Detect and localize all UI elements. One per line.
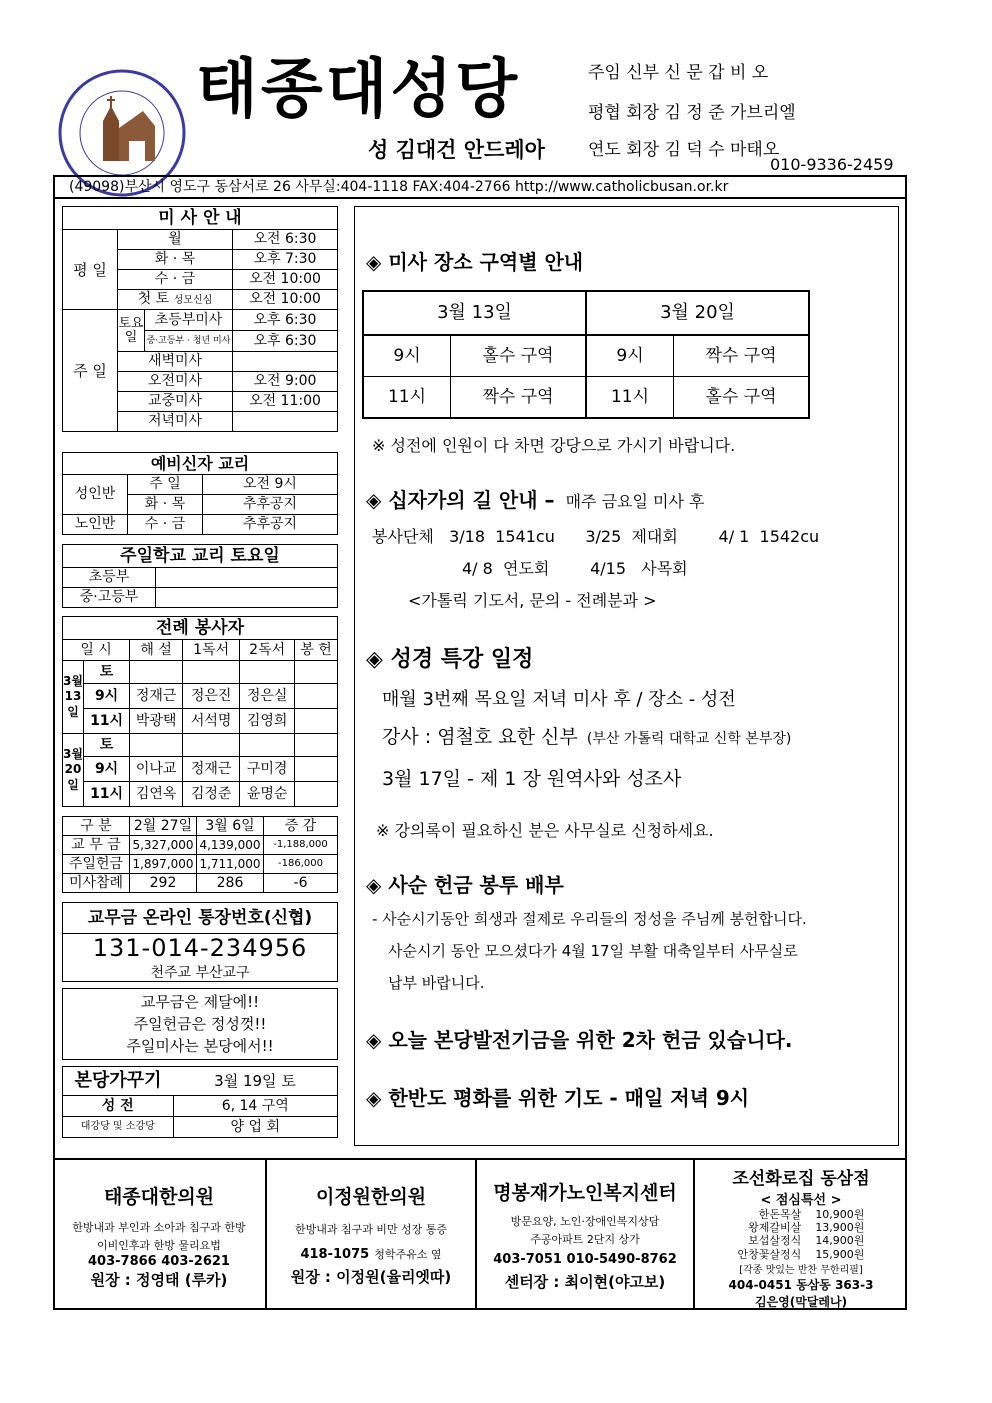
liturgy-name: 정재근 — [130, 684, 183, 709]
liturgy-name: 서석명 — [183, 709, 240, 734]
decor-label: 대강당 및 소강당 — [63, 1117, 174, 1138]
menu-item: 안창꽃살정식 — [737, 1247, 802, 1261]
finance-value: 1,897,000 — [130, 855, 197, 874]
mass-name: 오전미사 — [118, 372, 233, 392]
ad-line: 주공아파트 2단지 상가 — [530, 1232, 640, 1246]
catechumen-title: 예비신자 교리 — [63, 453, 338, 475]
catechumen-table — [62, 452, 338, 535]
mass-time: 오후 7:30 — [233, 250, 338, 270]
ad-head: 김은영(막달레나) — [754, 1294, 848, 1309]
liturgy-time: 11시 — [84, 709, 130, 734]
ad-line: 한방내과 침구과 비만 성장 통증 — [294, 1223, 448, 1236]
ad-name: 조선화로집 동삼점 — [732, 1169, 870, 1189]
decor-value: 6, 14 구역 — [173, 1096, 338, 1117]
col-header: 2독서 — [240, 640, 295, 661]
liturgy-time: 11시 — [84, 782, 130, 807]
sunday-label: 주 일 — [63, 310, 118, 432]
class-day: 주 일 — [128, 475, 203, 495]
zone-time: 11시 — [363, 377, 451, 419]
finance-label: 주일헌금 — [63, 855, 130, 874]
liturgy-name: 김연옥 — [130, 782, 183, 807]
liturgy-time: 9시 — [84, 757, 130, 782]
bible-lecturer-title: (부산 가톨릭 대학교 신학 본부장) — [586, 731, 792, 747]
reminder-box — [62, 988, 338, 1060]
decor-value: 양 업 회 — [173, 1117, 338, 1138]
ad-line: 방문요양, 노인·장애인복지상담 — [510, 1215, 660, 1228]
liturgy-name: 박광택 — [130, 709, 183, 734]
finance-label: 교 무 금 — [63, 836, 130, 855]
liturgy-name: 이나교 — [130, 757, 183, 782]
liturgy-name: 김영희 — [240, 709, 295, 734]
zone-time: 9시 — [586, 335, 674, 377]
zone-date: 3월 13일 — [363, 291, 586, 335]
ad-head: 원장 : 이정원(율리엣따) — [290, 1267, 452, 1286]
mass-name: 교중미사 — [118, 392, 233, 412]
col-header: 2월 27일 — [130, 817, 197, 836]
liturgy-time: 토 — [84, 661, 130, 684]
mass-time — [233, 412, 338, 432]
liturgy-date: 3월13일 — [63, 661, 84, 734]
menu-item: 한돈목살 — [758, 1208, 802, 1221]
zone-date: 3월 20일 — [586, 291, 809, 335]
sunday-school-table — [62, 544, 338, 608]
reminder-line: 주일헌금은 정성껏!! — [133, 1015, 267, 1033]
reminder-line: 주일미사는 본당에서!! — [126, 1037, 274, 1055]
section-lent-title: ◈ 사순 헌금 봉투 배부 — [366, 873, 564, 897]
mass-day: 수 · 금 — [118, 270, 233, 290]
finance-change: -6 — [264, 874, 338, 893]
lent-line3: 납부 바랍니다. — [388, 974, 485, 992]
sunday-school-title: 주일학교 교리 토요일 — [63, 545, 338, 568]
liturgy-name: 정은진 — [183, 684, 240, 709]
decor-title: 본당가꾸기 — [63, 1067, 174, 1096]
finance-table — [62, 816, 338, 893]
class-time: 추후공지 — [203, 495, 338, 515]
mass-time: 오전 6:30 — [233, 230, 338, 250]
mass-name: 중·고등부 · 청년 미사 — [146, 335, 231, 346]
liturgy-date: 3월20일 — [63, 734, 84, 807]
mass-time: 오전 10:00 — [233, 270, 338, 290]
mass-name: 새벽미사 — [118, 352, 233, 372]
zone-time: 9시 — [363, 335, 451, 377]
lent-line2: 사순시기 동안 모으셨다가 4월 17일 부활 대축일부터 사무실로 — [388, 942, 798, 960]
mass-name: 저녁미사 — [118, 412, 233, 432]
finance-value: 286 — [197, 874, 264, 893]
stations-line2: 4/ 8 연도회 4/15 사목회 — [462, 559, 688, 578]
parish-priest: 주임 신부 신 문 갑 비 오 — [588, 63, 769, 83]
stations-line1: 봉사단체 3/18 1541cu 3/25 제대회 4/ 1 1542cu — [372, 527, 820, 546]
col-header: 해 설 — [130, 640, 183, 661]
section-mass-zone-title: ◈ 미사 장소 구역별 안내 — [366, 250, 584, 274]
col-header: 3월 6일 — [197, 817, 264, 836]
liturgy-time: 토 — [84, 734, 130, 757]
class-time: 추후공지 — [203, 515, 338, 535]
section-peace-prayer: ◈ 한반도 평화를 위한 기도 - 매일 저녁 9시 — [366, 1086, 750, 1110]
finance-value: 5,327,000 — [130, 836, 197, 855]
ad-name: 이정원한의원 — [315, 1186, 427, 1208]
mass-day: 첫 토 — [137, 291, 170, 308]
address-bar — [53, 175, 907, 199]
lent-line1: - 사순시기동안 희생과 절제로 우리들의 정성을 주님께 봉헌합니다. — [372, 910, 807, 928]
ad-welfare-center — [477, 1160, 695, 1308]
liturgy-name: 정은실 — [240, 684, 295, 709]
liturgy-name: 정재근 — [183, 757, 240, 782]
mass-time: 오후 6:30 — [233, 310, 338, 331]
reminder-line: 교무금은 제달에!! — [140, 993, 260, 1011]
finance-label: 미사참례 — [63, 874, 130, 893]
zone-group: 홀수 구역 — [674, 377, 810, 419]
bank-holder: 천주교 부산교구 — [150, 965, 250, 981]
ad-head: 센터장 : 최이현(야고보) — [504, 1273, 666, 1292]
col-header: 1독서 — [183, 640, 240, 661]
bank-title: 교무금 온라인 통장번호(신협) — [63, 903, 337, 934]
ad-name: 명봉재가노인복지센터 — [493, 1182, 677, 1204]
bank-box — [62, 902, 338, 982]
zone-group: 짝수 구역 — [451, 377, 587, 419]
church-title: 태종대성당 — [196, 53, 521, 127]
address-text: (49098)부산시 영도구 동삼서로 26 사무실:404-1118 FAX:404-2766 http://www.catholicbusan.or.kr — [69, 179, 729, 195]
liturgy-name: 김정준 — [183, 782, 240, 807]
bible-line3: 3월 17일 - 제 1 장 원역사와 성조사 — [382, 768, 682, 790]
section-stations-title: ◈ 십자가의 길 안내 – — [366, 488, 555, 512]
saturday-label: 토요일 — [118, 310, 145, 351]
menu-price: 14,900원 — [815, 1234, 865, 1248]
ad-phone: 403-7051 010-5490-8762 — [493, 1252, 677, 1268]
ad-phone: 418-1075 — [300, 1246, 370, 1262]
zone-time: 11시 — [586, 377, 674, 419]
ad-note: [각종 맛있는 반찬 무한리필] — [739, 1264, 863, 1276]
ad-restaurant — [695, 1160, 907, 1308]
class-adult: 성인반 — [63, 475, 128, 515]
class-senior: 노인반 — [63, 515, 128, 535]
mass-day: 화 · 목 — [118, 250, 233, 270]
liturgy-name: 윤명순 — [240, 782, 295, 807]
section-second-collection: ◈ 오늘 본당발전기금을 위한 2차 헌금 있습니다. — [366, 1028, 793, 1052]
mass-time — [233, 352, 338, 372]
prayer-president-phone: 010-9336-2459 — [770, 155, 894, 174]
menu-price: 13,900원 — [815, 1221, 865, 1235]
mass-time: 오전 10:00 — [233, 290, 338, 310]
mass-note: 성모신심 — [173, 295, 213, 307]
class-time: 오전 9시 — [203, 475, 338, 495]
ad-sub: < 점심특선 > — [760, 1193, 842, 1208]
finance-change: -1,188,000 — [264, 836, 338, 855]
zone-note: ※ 성전에 인원이 다 차면 강당으로 가시기 바랍니다. — [372, 436, 736, 455]
bank-account: 131-014-234956 — [92, 934, 308, 962]
patron-saint: 성 김대건 안드레아 — [368, 138, 545, 162]
class-day: 화 · 목 — [128, 495, 203, 515]
ad-phone: 404-0451 동삼동 363-3 — [728, 1277, 874, 1292]
col-header: 일 시 — [63, 640, 130, 661]
menu-item: 보섭살정식 — [748, 1234, 802, 1248]
mass-time: 오전 11:00 — [233, 392, 338, 412]
ad-name: 태종대한의원 — [103, 1186, 215, 1208]
ad-head: 원장 : 정영태 (루카) — [90, 1271, 228, 1290]
council-president: 평협 회장 김 정 준 가브리엘 — [588, 103, 796, 123]
finance-change: -186,000 — [264, 855, 338, 874]
zone-table — [362, 290, 810, 419]
prayer-president: 연도 회장 김 덕 수 마태오 — [588, 140, 780, 160]
liturgy-name: 구미경 — [240, 757, 295, 782]
liturgy-title: 전례 봉사자 — [63, 617, 338, 640]
liturgy-time: 9시 — [84, 684, 130, 709]
mass-time: 오후 6:30 — [233, 331, 338, 352]
bible-line1: 매월 3번째 목요일 저녁 미사 후 / 장소 - 성전 — [382, 689, 736, 710]
ad-clinic-2 — [267, 1160, 477, 1308]
mass-schedule-table — [62, 206, 338, 432]
ad-phone-note: 청학주유소 옆 — [374, 1247, 442, 1261]
decor-label: 성 전 — [63, 1096, 174, 1117]
zone-group: 홀수 구역 — [451, 335, 587, 377]
ad-clinic-1 — [53, 1160, 267, 1308]
school-grade: 초등부 — [63, 568, 156, 588]
weekday-label: 평 일 — [63, 230, 118, 310]
menu-item: 왕제갈비살 — [748, 1221, 802, 1235]
ad-line: 한방내과 부인과 소아과 침구과 한방 — [72, 1221, 246, 1234]
finance-value: 4,139,000 — [197, 836, 264, 855]
menu-price: 15,900원 — [815, 1247, 865, 1261]
menu-price: 10,900원 — [815, 1208, 865, 1221]
decor-date: 3월 19일 토 — [173, 1067, 338, 1096]
bible-note: ※ 강의록이 필요하신 분은 사무실로 신청하세요. — [376, 821, 714, 840]
stations-line3: <가톨릭 기도서, 문의 - 전례분과 > — [408, 591, 657, 610]
class-day: 수 · 금 — [128, 515, 203, 535]
ad-line: 이비인후과 한방 물리요법 — [97, 1238, 221, 1252]
section-stations-sub: 매주 금요일 미사 후 — [565, 492, 705, 511]
liturgy-table — [62, 616, 338, 807]
mass-time: 오전 9:00 — [233, 372, 338, 392]
finance-value: 1,711,000 — [197, 855, 264, 874]
decor-table — [62, 1066, 338, 1138]
school-grade: 중·고등부 — [63, 588, 156, 608]
mass-day: 월 — [118, 230, 233, 250]
zone-group: 짝수 구역 — [674, 335, 810, 377]
section-bible-title: ◈ 성경 특강 일정 — [366, 647, 534, 672]
col-header: 구 분 — [63, 817, 130, 836]
ad-phone: 403-7866 403-2621 — [88, 1254, 230, 1270]
col-header: 증 감 — [264, 817, 338, 836]
bible-lecturer: 강사 : 염철호 요한 신부 — [382, 726, 578, 748]
mass-name: 초등부미사 — [145, 310, 233, 331]
col-header: 봉 헌 — [295, 640, 338, 661]
finance-value: 292 — [130, 874, 197, 893]
mass-title: 미 사 안 내 — [63, 207, 338, 230]
